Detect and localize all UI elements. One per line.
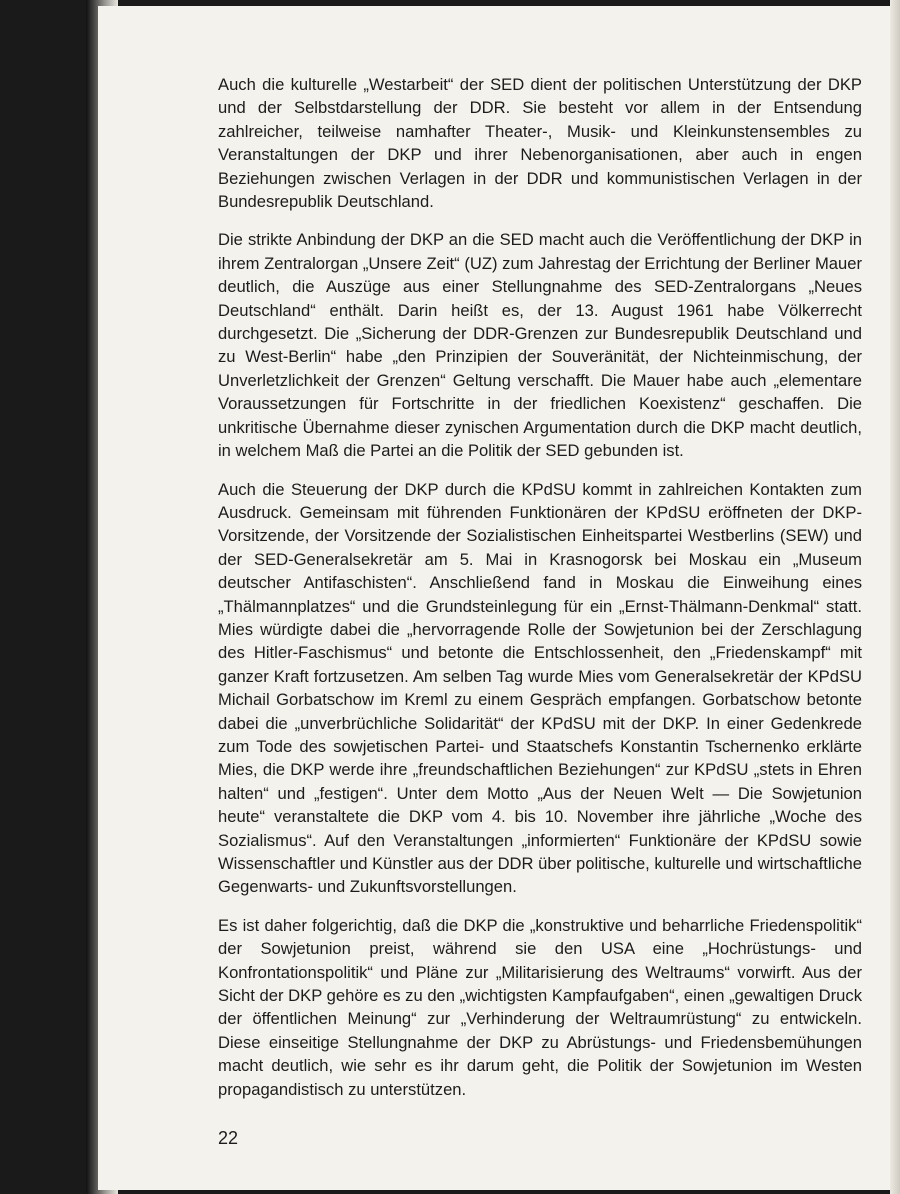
paragraph-1: Auch die kulturelle „Westarbeit“ der SED dient der politischen Unterstützung der DKP und der Selbstdarstellung der DDR. Sie besteht vor allem in der Entsendung zahlreicher, teilweise namhafter Theater-, Musik- und Kleinkunstensembles zu Veranstaltungen der DKP und ihrer Nebenorganisationen, aber auch in engen Beziehungen zwischen Verlagen in der DDR und kommunistischen Verlagen in der Bundesrepublik Deutschland. <box>218 75 862 212</box>
paragraph-2: Die strikte Anbindung der DKP an die SED macht auch die Veröffentlichung der DKP in ihrem Zentralorgan „Unsere Zeit“ (UZ) zum Jahrestag der Errichtung der Berliner Mauer deutlich, die Auszüge aus einer Stellungnahme des SED-Zentralorgans „Neues Deutschland“ enthält. Darin heißt es, der 13. August 1961 habe Völkerrecht durchgesetzt. Die „Sicherung der DDR-Grenzen zur Bundesrepublik Deutschland und zu West-Berlin“ habe „den Prinzipien der Souveränität, der Nichteinmischung, der Unverletzlichkeit der Grenzen“ Geltung verschafft. Die Mauer habe auch „elementare Voraussetzungen für Fortschritte in der friedlichen Koexistenz“ geschaffen. Die unkritische Übernahme dieser zynischen Argumentation durch die DKP macht deutlich, in welchem Maß die Partei an die Politik der SED gebunden ist. <box>218 230 862 461</box>
page-edge <box>890 0 900 1194</box>
page-number: 22 <box>218 1128 239 1148</box>
paragraph-4: Es ist daher folgerichtig, daß die DKP die „konstruktive und beharrliche Friedenspolitik“ der Sowjetunion preist, während sie den USA eine „Hochrüstungs- und Konfrontationspolitik“ und Pläne zur „Militarisierung des Weltraums“ vorwirft. Aus der Sicht der DKP gehöre es zu den „wichtigsten Kampfaufgaben“, einen „gewaltigen Druck der öffentlichen Meinung“ zur „Verhinderung der Weltraumrüstung“ zu entwickeln. Diese einseitige Stellungnahme der DKP zu Abrüstungs- und Friedensbemühungen macht deutlich, wie sehr es ihr darum geht, die Politik der Sowjetunion im Westen propagandistisch zu unterstützen. <box>218 915 862 1099</box>
paragraph-3: Auch die Steuerung der DKP durch die KPdSU kommt in zahlreichen Kontakten zum Ausdruck. Gemeinsam mit führenden Funktionären der KPdSU eröffneten der DKP-Vorsitzende, der Vorsitzende der Sozialistischen Einheitspartei Westberlins (SEW) und der SED-Generalsekretär am 5. Mai in Krasnogorsk bei Moskau ein „Museum deutscher Antifaschisten“. Anschließend fand in Moskau die Einweihung eines „Thälmannplatzes“ und die Grundsteinlegung für ein „Ernst-Thälmann-Denkmal“ statt. Mies würdigte dabei die „hervorragende Rolle der Sowjetunion bei der Zerschlagung des Hitler-Faschismus“ und betonte die Entschlossenheit, den „Friedenskampf“ mit ganzer Kraft fortzusetzen. Am selben Tag wurde Mies vom Generalsekretär der KPdSU Michail Gorbatschow im Kreml zu einem Gespräch empfangen. Gorbatschow betonte dabei die „unverbrüchliche Solidarität“ der KPdSU mit der DKP. In einer Gedenkrede zum Tode des sowjetischen Partei- und Staatschefs Konstantin Tschernenko erklärte Mies, die DKP werde ihre „freundschaftlichen Beziehungen“ zur KPdSU „stets in Ehren halten“ und „festigen“. Unter dem Motto „Aus der Neuen Welt — Die Sowjetunion heute“ veranstaltete die DKP vom 4. bis 10. November ihre jährliche „Woche des Sozialismus“. Auf den Veranstaltungen „informierten“ Funktionäre der KPdSU sowie Wissenschaftler und Künstler aus der DDR über politische, kulturelle und wirtschaftliche Gegenwarts- und Zukunftsvorstellungen. <box>218 479 862 897</box>
body-text <box>218 73 862 1116</box>
